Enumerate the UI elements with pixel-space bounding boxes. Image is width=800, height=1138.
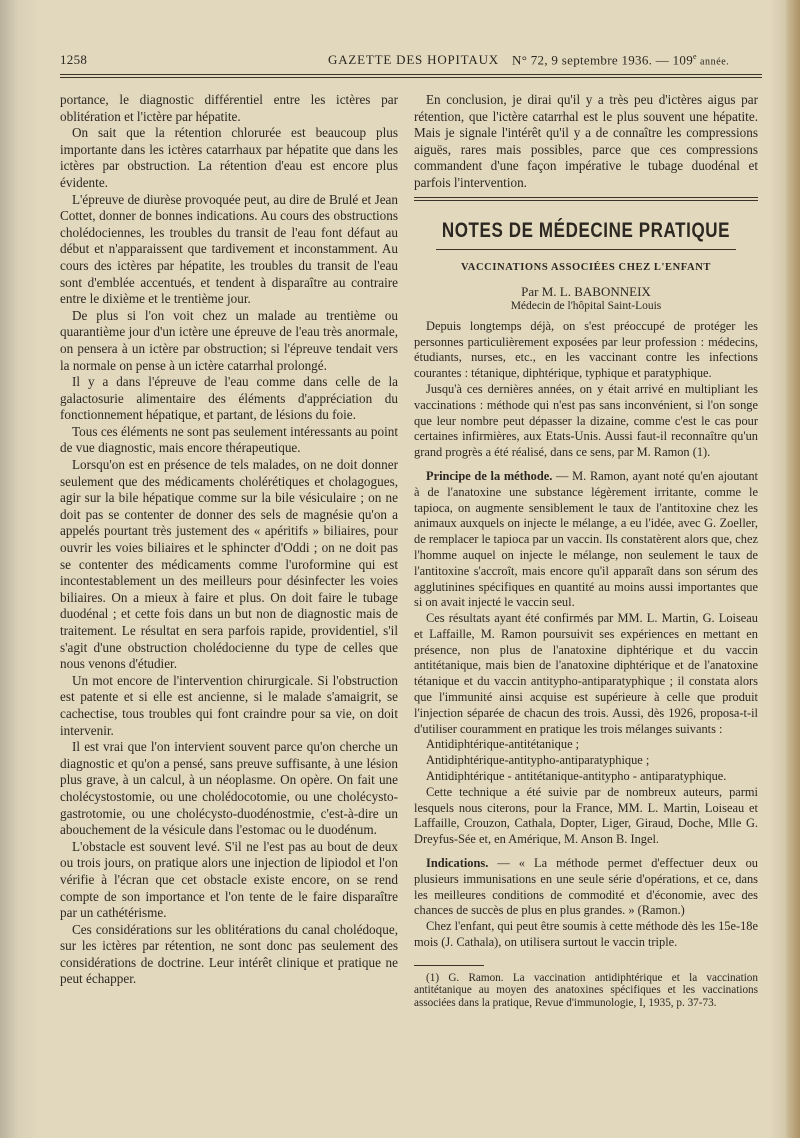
paragraph: Cette technique a été suivie par de nombreux auteurs, parmi lesquels nous citerons, pour la France, MM. L. Martin, Loiseau et Laffaille, Crouzon, Cathala, Dopter, Liger, Giraud, Doche, Mlle G. Dreyfus-Sée et, en Amérique, M. Anson B. Ingel. <box>414 784 758 847</box>
issue-year-sup: e <box>693 52 697 61</box>
issue-date: N° 72, 9 septembre 1936. — 109 <box>512 52 694 68</box>
paragraph: Il est vrai que l'on intervient souvent parce qu'on cherche un diagnostic et qu'on a pensé, sans preuve suffisante, à une lésion plus grave, à un calcul, à un néoplasme. On opère. On fait une cholécystostomie, ou une cholédocotomie, ou une cholécysto-gastrotomie, ou une cholécysto-duodénostmie, c'est-à-dire un abouchement de la vésicule dans l'estomac ou le duodénum. <box>60 739 398 838</box>
byline: Par M. L. BABONNEIX <box>521 283 651 299</box>
runin-heading: Indications. <box>426 856 489 871</box>
mixture-item: Antidiphtérique-antitétanique ; <box>426 737 580 752</box>
paragraph: Il y a dans l'épreuve de l'eau comme dans celle de la galactosurie alimentaire des éléments d'appréciation du fonctionnement hépatique, et partant, de lésions du foie. <box>60 374 398 423</box>
issue-year-word: année. <box>696 56 730 68</box>
paragraph: On sait que la rétention chlorurée est beaucoup plus importante dans les ictères catarrhaux par hépatite que dans les ictères par obstruction. La rétention d'eau est encore plus évidente. <box>60 125 398 190</box>
paragraph: Un mot encore de l'intervention chirurgicale. Si l'obstruction est patente et si elle est ancienne, si le malade s'amaigrit, se cachectise, tous troubles qui font craindre pour sa vie, on doit intervenir. <box>60 672 398 738</box>
paragraph: Ces considérations sur les oblitérations du canal cholédoque, sur les ictères par rétention, ne sont donc pas seulement des considérations de doctrine. Leur intérêt clinique et pratique ne peut échapper. <box>60 921 398 987</box>
journal-title: GAZETTE DES HOPITAUX <box>328 52 499 67</box>
page-edge <box>786 0 800 1138</box>
title-rule <box>436 249 736 250</box>
paragraph-indications <box>414 856 758 919</box>
paragraph: Tous ces éléments ne sont pas seulement intéressants au point de vue diagnostic, mais encore thérapeutique. <box>60 423 398 456</box>
runin-text: — « La méthode permet d'effectuer deux ou plusieurs immunisations en une seule série d'opérations, et ce, dans les meilleures conditions de commodité et d'économie, avec des chances de succès de plus en plus grandes. » (Ramon.) <box>414 856 758 918</box>
mixture-item: Antidiphtérique - antitétanique-antitypho - antiparatyphique. <box>426 769 727 784</box>
paragraph: Lorsqu'on est en présence de tels malades, on ne doit donner seulement que des médicaments cholérétiques et cholagogues, agir sur la bile hépatique comme sur la bile vésiculaire ; on ne doit pas se contenter de donner des sels de magnésie qu'on a appelés pourtant très justement des « apéritifs » biliaires, pour ouvrir les voies biliaires et le sphincter d'Oddi ; on ne doit pas se contenter des médicaments comme l'uroformine qui est incontestablement un des meilleurs pour désinfecter les voies biliaires. On a mieux à faire et plus. On doit faire le tubage duodénal ; et cette fois dans un but non de diagnostic mais de traitement. Le résultat en sera parfois rapide, providentiel, s'il s'agit d'une obstruction cholédocienne du type de celles que nous venons d'étudier. <box>60 457 398 672</box>
page-number: 1258 <box>60 52 88 67</box>
paragraph: Chez l'enfant, qui peut être soumis à cette méthode dès les 15e-18e mois (J. Cathala), on utilisera surtout le vaccin triple. <box>414 919 758 950</box>
author-affiliation: Médecin de l'hôpital Saint-Louis <box>510 299 662 312</box>
footnote: (1) G. Ramon. La vaccination antidiphtérique et la vaccination antitétanique au moyen des anatoxines spécifiques et les vaccinations associées dans la pratique, Revue d'immunologie, I, 1935, p. 37-73. <box>414 971 758 1010</box>
paragraph: Ces résultats ayant été confirmés par MM. L. Martin, G. Loiseau et Laffaille, M. Ramon poursuivit ses expériences en mettant en présence, non plus de l'anatoxine diphtérique et du vaccin antitétanique, mais bien de l'anatoxine diphtérique et de l'anatoxine tétanique et du vaccin antitypho-antiparatyphique ; il constata alors que l'immunité ainsi acquise est supérieure à celle que produit l'injection séparée de chacun des trois. Aussi, dès 1926, proposa-t-il d'utiliser couramment en pratique les trois mélanges suivants : <box>414 611 758 736</box>
left-column <box>60 92 398 988</box>
runin-text: — M. Ramon, ayant noté qu'en ajoutant à de l'anatoxine une substance légèrement irritante, comme le tapioca, on augmente sensiblement le taux de l'antitoxine chez les animaux auxquels on injecte le mélange, a eu l'idée, avec G. Zoeller, de remplacer le tapioca par un vaccin. Ils constatèrent alors que, chez l'homme auquel on injecte le mélange, non seulement le taux de l'antitoxine s'accroît, mais encore qu'il apparaît dans son sérum des agglutinines spécifiques en quantité au moins aussi importantes que si on avait injecté le vaccin seul. <box>414 468 758 610</box>
conclusion-paragraph: En conclusion, je dirai qu'il y a très peu d'ictères aigus par rétention, que l'ictère catarrhal est le plus souvent une hépatite. Mais je signale l'intérêt qu'il y a de connaître les compressions aiguës, rares mais possibles, parce que ces compressions commandent d'une façon impérative le tubage duodénal et parfois l'intervention. <box>414 92 758 190</box>
article-title: VACCINATIONS ASSOCIÉES CHEZ L'ENFANT <box>460 262 712 274</box>
article-body <box>414 319 758 951</box>
paragraph: L'obstacle est souvent levé. S'il ne l'est pas au bout de deux ou trois jours, on pratique alors une injection de lipiodol et l'on vérifie à l'écran que cet obstacle existe encore, on se rend compte de son importance et l'on tente de le faire disparaître par un cathétérisme. <box>60 838 398 921</box>
section-divider <box>414 197 758 201</box>
paragraph: De plus si l'on voit chez un malade au trentième ou quarantième jour d'un ictère une épreuve de l'eau très anormale, on pensera à un ictère par obstruction; si l'épreuve tendait vers la normale on pense à un ictère catarrhal prolongé. <box>60 307 398 373</box>
runin-heading: Principe de la méthode. <box>426 468 553 483</box>
right-column <box>414 92 758 1010</box>
mixture-item: Antidiphtérique-antitypho-antiparatyphique ; <box>426 753 650 768</box>
paragraph: Depuis longtemps déjà, on s'est préoccupé de protéger les personnes particulièrement exposées par leur profession : médecins, étudiants, nurses, etc., en les vaccinant contre les infections courantes : tétanique, diphtérique, typhique et paratyphique. <box>414 318 758 381</box>
paragraph-principe <box>414 469 758 611</box>
paragraph: L'épreuve de diurèse provoquée peut, au dire de Brulé et Jean Cottet, donner de bonnes indications. Au cours des obstructions cholédociennes, les troubles du transit de l'eau font défaut au début et n'apparaissent que tardivement et inconstamment. Au cours des ictères par hépatite, les troubles du transit de l'eau sont d'emblée accentués, et tendent à disparaître au contraire entre le dixième et le trentième jour. <box>60 191 398 307</box>
footnote-rule <box>414 965 484 966</box>
page-header <box>60 52 760 72</box>
issue-info <box>512 52 729 68</box>
paragraph: portance, le diagnostic différentiel entre les ictères par oblitération et l'ictère par hépatite. <box>60 92 398 124</box>
header-rule <box>60 74 762 78</box>
section-title: NOTES DE MÉDECINE PRATIQUE <box>441 217 731 242</box>
paragraph: Jusqu'à ces dernières années, on y était arrivé en multipliant les vaccinations : méthode qui n'est pas sans inconvénient, si l'on songe que leur nombre peut dépasser la dizaine, comme c'est le cas pour certaines infirmières, aux Etats-Unis. Aussi faut-il reconnaître qu'un grand progrès a été réalisé, dans ce sens, par M. Ramon (1). <box>414 381 758 460</box>
